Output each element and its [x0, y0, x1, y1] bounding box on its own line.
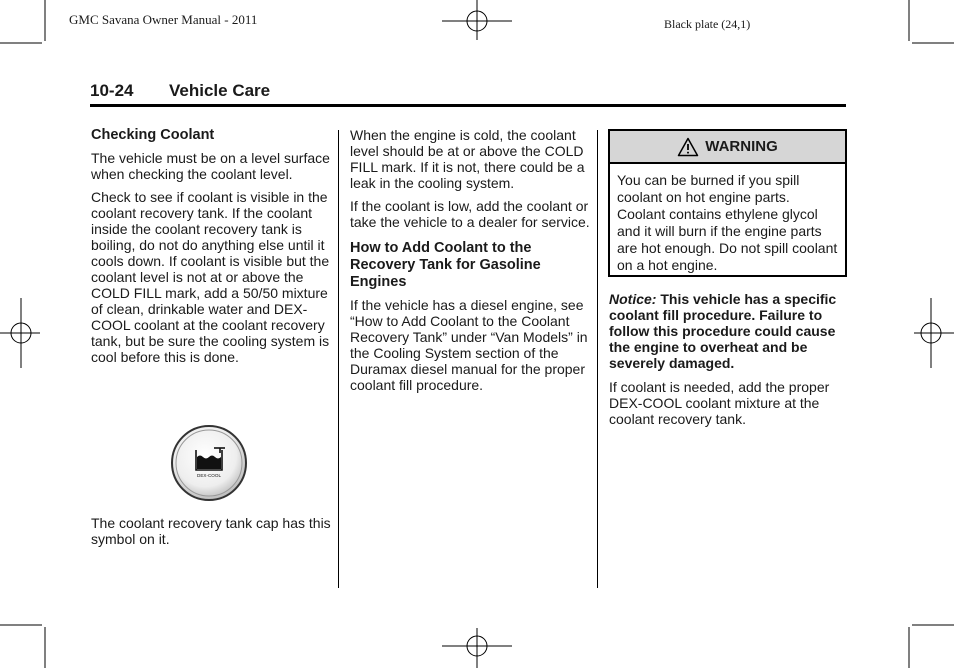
paragraph: Check to see if coolant is visible in the coolant recovery tank. If the coolant inside the coolant recovery tank is boiling, do not do anything else until it cools down. If coolant is visible but the coolant level is not at or above the COLD FILL mark, add a 50/50 mixture of clean, drinkable water and DEX-COOL coolant at the coolant recovery tank, but be sure the cooling system is cool before this is done.: [91, 189, 330, 365]
paragraph: If coolant is needed, add the proper DEX-COOL coolant mixture at the coolant recovery tank.: [609, 379, 830, 427]
paragraph: When the engine is cold, the coolant level should be at or above the COLD FILL mark. If it is not, there could be a leak in the cooling system.: [350, 127, 585, 191]
column-2: [350, 127, 590, 400]
page-heading: [90, 80, 846, 107]
warning-box: [608, 129, 847, 277]
manual-title: GMC Savana Owner Manual - 2011: [69, 12, 258, 27]
heading-add-coolant: How to Add Coolant to the Recovery Tank for Gasoline Engines: [350, 240, 541, 290]
paragraph: If the vehicle has a diesel engine, see “How to Add Coolant to the Coolant Recovery Tank” under “Van Models” in the Cooling System section of the Duramax diesel manual for the proper coolant fill procedure.: [350, 297, 588, 393]
column-3: [609, 291, 847, 434]
heading-checking-coolant: Checking Coolant: [91, 127, 215, 143]
symbol-caption: The coolant recovery tank cap has this symbol on it.: [91, 515, 331, 547]
notice-text: This vehicle has a specific coolant fill procedure. Failure to follow this procedure could cause the engine to overheat and be severely damaged.: [609, 291, 837, 371]
column-divider: [338, 130, 339, 588]
column-1: [91, 127, 331, 372]
plate-label: Black plate (24,1): [664, 17, 751, 31]
notice: [609, 291, 847, 371]
notice-label: Notice:: [609, 291, 657, 307]
dex-cool-label: DEX-COOL: [197, 473, 221, 478]
section-title: Vehicle Care: [169, 81, 271, 100]
column-divider: [597, 130, 598, 588]
warning-title: WARNING: [705, 138, 778, 155]
warning-triangle-icon: [677, 137, 699, 157]
warning-header: [610, 131, 845, 164]
page-number: 10-24: [90, 81, 134, 100]
paragraph: The vehicle must be on a level surface when checking the coolant level.: [91, 150, 330, 182]
paragraph: If the coolant is low, add the coolant or take the vehicle to a dealer for service.: [350, 198, 590, 230]
warning-text: You can be burned if you spill coolant on hot engine parts. Coolant contains ethylene glycol and it will burn if the engine parts are hot enough. Do not spill coolant on a hot engine.: [617, 172, 838, 273]
coolant-level-icon: [170, 424, 248, 502]
